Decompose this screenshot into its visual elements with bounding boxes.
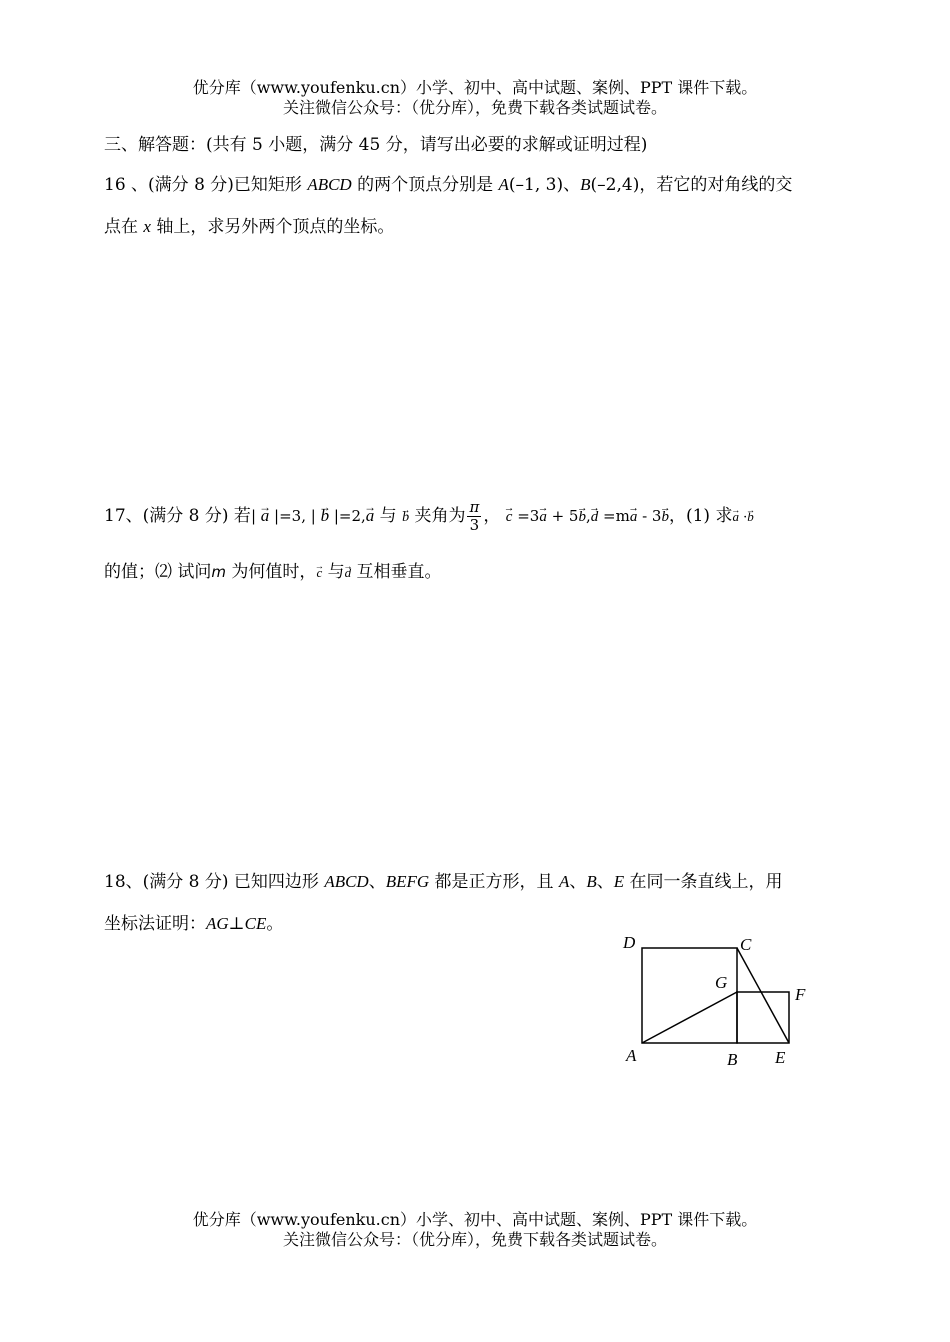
q16-line2-a: 点在 [104,217,144,237]
q17-vec-b: → b [321,504,330,528]
q17-d-eq: =m [598,507,630,525]
q16-abcd: ABCD [307,175,352,194]
q18-end: 在同一条直线上，用 [624,872,783,892]
footer-line-1: 优分库（www.youfenku.cn）小学、初中、高中试题、案例、PPT 课件下载。 [192,1210,758,1229]
q18-dot: 。 [266,914,284,934]
section-title: 三、解答题：(共有 5 小题，满分 45 分，请写出必要的求解或证明过程) [104,135,648,155]
q17-minus3: - 3 [637,507,662,525]
q18-s1: 、 [569,872,587,892]
q17-dot-a: → a [732,505,739,529]
q17-vec-c-b: → b [578,505,586,529]
label-g: G [715,973,728,992]
q17-comma: ， [483,506,501,526]
q16-prefix: 16 、(满分 8 分)已知矩形 [104,175,308,195]
q17-eq2: |=2, [329,507,366,525]
q16-point-b: B [580,175,591,194]
label-b: B [727,1050,738,1069]
q18-perp: ⊥ [228,914,245,934]
q18-s2: 、 [596,872,614,892]
q16-point-a: A [498,175,509,194]
q17-line2-c: 互相垂直。 [351,562,442,582]
q17-prefix: 17、(满分 8 分) 若 [104,506,251,526]
q17-m: m [211,563,227,581]
q17-plus5: + 5 [546,507,579,525]
label-f: F [795,985,806,1004]
header-line-1: 优分库（www.youfenku.cn）小学、初中、高中试题、案例、PPT 课件下载。 [192,78,758,97]
q17-line2-a: 的值；⑵ 试问 [104,562,212,582]
q17-abs-a: | [250,507,261,525]
q16-point-a-coord: (–1, 3)、 [508,175,581,195]
footer-line-2: 关注微信公众号：（优分库），免费下载各类试题试卷。 [282,1230,667,1249]
q16-x: x [143,217,151,236]
q17-line2-b: 为何值时， [226,562,317,582]
q18-prefix: 18、(满分 8 分) 已知四边形 [104,872,325,892]
q17-yu2: 与 [322,562,345,582]
square-befg [737,992,789,1043]
q17-three: 3 [469,516,480,534]
q17-vec-d-b: → b [661,505,669,529]
q17-vec-d: → d [591,505,599,529]
q16-line2-b: 轴上，求另外两个顶点的坐标。 [150,217,395,237]
q18-point-b: B [586,872,597,891]
q17-yu: 与 [374,506,403,526]
q17-vec-d2: → d [345,561,352,585]
q17-eq3: |=3, | [269,507,321,525]
q17-vec-b2: → b [402,506,409,530]
q17-comma2: , [585,507,591,525]
q17-vec-c-a: → a [539,505,547,529]
q18-abcd: ABCD [324,872,369,891]
q18-mid: 都是正方形，且 [429,872,559,892]
q17-vec-c2: → c [316,561,322,585]
label-c: C [740,935,752,954]
q17-c-eq: =3 [512,507,540,525]
q18-sep: 、 [368,872,386,892]
q17-vec-d-a: → a [630,505,638,529]
q18-point-e: E [613,872,625,891]
label-d: D [623,933,636,952]
label-a: A [626,1046,637,1065]
label-e: E [775,1048,786,1067]
q17-dot: · [738,510,748,525]
segment-ce [737,948,789,1043]
q17-vec-a2: → a [366,504,375,528]
q17-dot-b: → b [747,505,754,529]
q18-point-a: A [558,872,570,891]
q16-mid: 的两个顶点分别是 [351,175,499,195]
q17-jiajiao: 夹角为 [409,506,466,526]
q17-vec-a: → a [261,504,270,528]
q17-vec-c: → c [506,505,513,529]
square-abcd [642,948,737,1043]
q18-line2-a: 坐标法证明： [104,914,206,934]
q18-ag: AG [206,914,229,933]
q17-pi: π [469,498,480,516]
segment-ag [642,992,737,1043]
q18-befg: BEFG [385,872,430,891]
q17-part1: ，(1) 求 [668,506,733,526]
q16-point-b-coord: (–2,4)，若它的对角线的交 [590,175,793,195]
header-line-2: 关注微信公众号：（优分库），免费下载各类试题试卷。 [282,98,667,117]
q18-ce: CE [244,914,267,933]
